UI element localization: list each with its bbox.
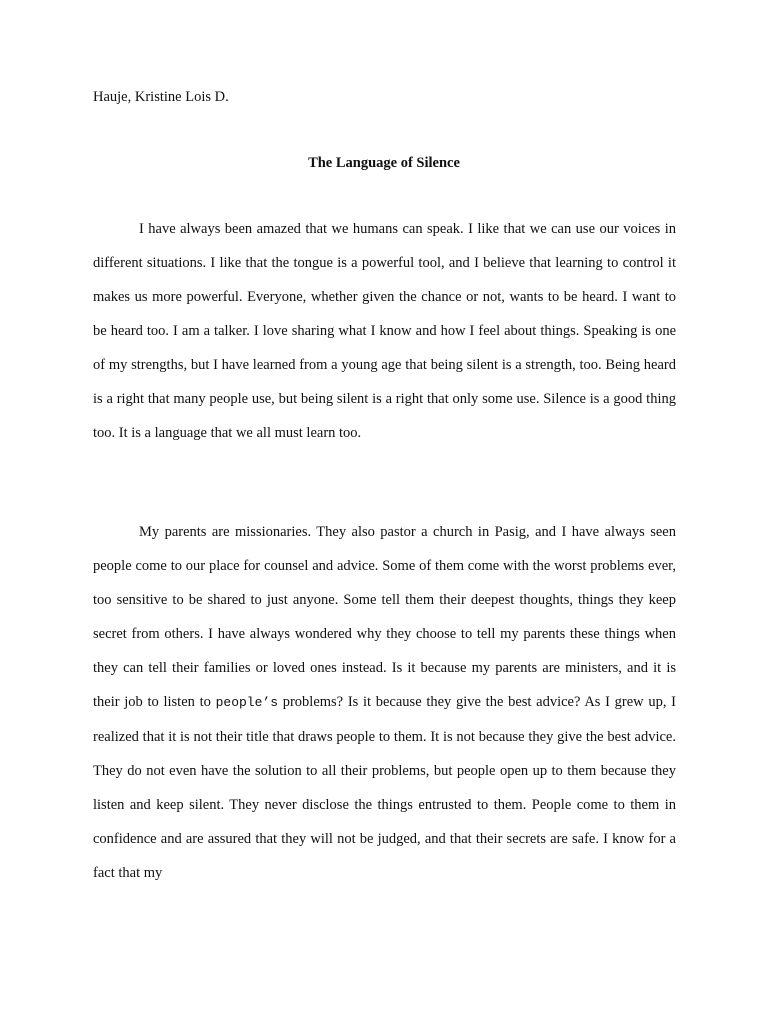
paragraph-2-text-end: problems? Is it because they give the best advice? As I grew up, I realized that it is not their title that draws people to them. It is not because they give the best advice. They do not even have the solution to all their problems, but people open up to them because they listen and keep silent. They never disclose the things entrusted to them. People come to them in confidence and are assured that they will not be judged, and that their secrets are safe. I know for a fact that my (93, 694, 677, 881)
essay-title: The Language of Silence (308, 155, 460, 171)
author-name: Hauje, Kristine Lois D. (93, 89, 229, 105)
paragraph-2-mono-word: people’s (215, 695, 279, 710)
paragraph-2-text-start: My parents are missionaries. They also pastor a church in Pasig, and I have always seen people come to our place for counsel and advice. Some of them come with the worst problems ever, too sensitive to be shared to just anyone. Some tell them their deepest thoughts, things they keep secret from others. I have always wondered why they choose to tell my parents these things when they can tell their families or loved ones instead. Is it because my parents are ministers, and it is their job to listen to (93, 524, 676, 710)
paragraph-2 (93, 515, 676, 890)
paragraph-1: I have always been amazed that we humans can speak. I like that we can use our voices in different situations. I like that the tongue is a powerful tool, and I believe that learning to control it makes us more powerful. Everyone, whether given the chance or not, wants to be heard. I want to be heard too. I am a talker. I love sharing what I know and how I feel about things. Speaking is one of my strengths, but I have learned from a young age that being silent is a strength, too. Being heard is a right that many people use, but being silent is a right that only some use. Silence is a good thing too. It is a language that we all must learn too. (93, 221, 676, 441)
